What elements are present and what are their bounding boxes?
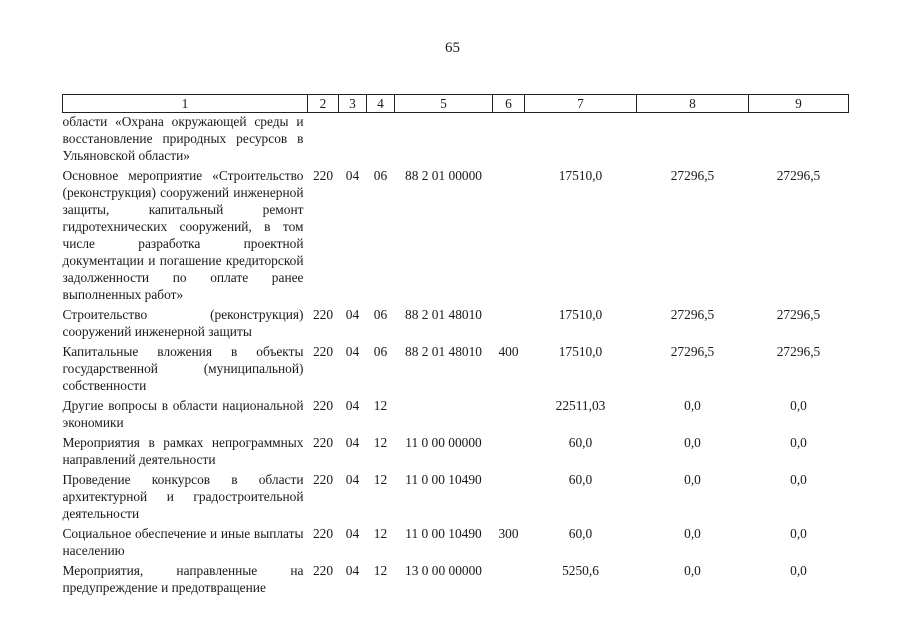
row-subsection-code [367, 113, 395, 168]
row-ministry-code: 220 [312, 344, 334, 359]
row-name: Капитальные вложения в объекты государственной (муниципальной) собственности [62, 344, 304, 393]
row-target-article: 11 0 00 10490 [405, 526, 482, 541]
row-expense-type [493, 471, 525, 525]
row-name: Другие вопросы в области национальной экономики [62, 398, 304, 430]
row-section-code: 04 [345, 526, 360, 541]
row-expense-type [493, 113, 525, 168]
row-amount-8: 0,0 [684, 472, 701, 487]
row-section-code: 04 [345, 563, 360, 578]
row-subsection-code: 12 [373, 435, 388, 450]
row-name: Мероприятия в рамках непрограммных направлений деятельности [62, 435, 304, 467]
row-name: Основное мероприятие «Строительство (реконструкция) сооружений инженерной защиты, капитальный ремонт гидротехнических сооружений, в том числе разработка проектной документации и погашение кредиторской задолженности по оплате ранее выполненных работ» [62, 168, 304, 302]
column-header-6: 6 [493, 95, 525, 113]
row-section-code: 04 [345, 168, 360, 183]
table-row [63, 306, 849, 343]
row-subsection-code: 12 [373, 472, 388, 487]
row-ministry-code: 220 [312, 526, 334, 541]
table-body [63, 113, 849, 597]
row-name: Проведение конкурсов в области архитектурной и градостроительной деятельности [62, 472, 304, 521]
row-section-code: 04 [345, 307, 360, 322]
row-section-code: 04 [345, 472, 360, 487]
row-subsection-code: 06 [373, 168, 388, 183]
row-amount-7: 17510,0 [558, 307, 603, 322]
row-amount-7: 17510,0 [558, 168, 603, 183]
row-amount-9: 27296,5 [776, 344, 821, 359]
row-subsection-code: 06 [373, 344, 388, 359]
row-expense-type [493, 434, 525, 471]
row-ministry-code [308, 113, 339, 168]
row-subsection-code: 12 [373, 398, 388, 413]
row-name: Мероприятия, направленные на предупреждение и предотвращение [62, 563, 304, 595]
row-target-article [395, 113, 493, 168]
row-target-article: 88 2 01 00000 [405, 168, 482, 183]
page-number: 65 [445, 40, 460, 56]
row-name: Социальное обеспечение и иные выплаты населению [62, 526, 304, 558]
row-ministry-code: 220 [312, 168, 334, 183]
row-amount-8: 0,0 [684, 563, 701, 578]
table-header [63, 95, 849, 113]
row-amount-8: 0,0 [684, 526, 701, 541]
row-amount-9: 0,0 [790, 398, 807, 413]
row-section-code: 04 [345, 398, 360, 413]
row-ministry-code: 220 [312, 435, 334, 450]
row-target-article: 13 0 00 00000 [405, 563, 482, 578]
row-amount-8: 27296,5 [670, 307, 715, 322]
table-row [63, 525, 849, 562]
row-ministry-code: 220 [312, 398, 334, 413]
column-header-7: 7 [525, 95, 637, 113]
row-amount-9 [749, 113, 849, 168]
column-header-3: 3 [339, 95, 367, 113]
row-amount-7: 60,0 [568, 472, 593, 487]
row-expense-type [493, 397, 525, 434]
row-amount-8: 27296,5 [670, 168, 715, 183]
row-amount-7 [525, 113, 637, 168]
row-amount-9: 0,0 [790, 472, 807, 487]
row-target-article: 11 0 00 10490 [405, 472, 482, 487]
row-expense-type: 400 [498, 344, 519, 359]
row-section-code: 04 [345, 344, 360, 359]
table-row [63, 167, 849, 306]
row-target-article [395, 397, 493, 434]
table-row [63, 397, 849, 434]
row-target-article: 11 0 00 00000 [405, 435, 482, 450]
column-header-5: 5 [395, 95, 493, 113]
row-expense-type [493, 167, 525, 306]
row-ministry-code: 220 [312, 563, 334, 578]
row-amount-8: 0,0 [684, 435, 701, 450]
row-subsection-code: 12 [373, 563, 388, 578]
table-row [63, 113, 849, 168]
row-amount-9: 0,0 [790, 563, 807, 578]
row-amount-7: 22511,03 [555, 398, 606, 413]
row-section-code: 04 [345, 435, 360, 450]
column-header-8: 8 [637, 95, 749, 113]
table-row [63, 434, 849, 471]
row-section-code [339, 113, 367, 168]
row-target-article: 88 2 01 48010 [405, 307, 482, 322]
row-target-article: 88 2 01 48010 [405, 344, 482, 359]
table-row [63, 471, 849, 525]
row-amount-7: 5250,6 [562, 563, 599, 578]
row-amount-9: 0,0 [790, 526, 807, 541]
row-expense-type [493, 306, 525, 343]
row-subsection-code: 12 [373, 526, 388, 541]
row-amount-9: 27296,5 [776, 307, 821, 322]
column-header-9: 9 [749, 95, 849, 113]
row-expense-type [493, 562, 525, 596]
budget-table [62, 94, 849, 596]
row-expense-type: 300 [498, 526, 519, 541]
row-amount-9: 27296,5 [776, 168, 821, 183]
table-row [63, 562, 849, 596]
row-ministry-code: 220 [312, 307, 334, 322]
row-ministry-code: 220 [312, 472, 334, 487]
row-amount-8: 0,0 [684, 398, 701, 413]
row-name: Строительство (реконструкция) сооружений инженерной защиты [62, 307, 304, 339]
row-amount-9: 0,0 [790, 435, 807, 450]
column-header-1: 1 [63, 95, 308, 113]
column-header-4: 4 [367, 95, 395, 113]
row-amount-8: 27296,5 [670, 344, 715, 359]
header-row [63, 95, 849, 113]
row-amount-7: 60,0 [568, 526, 593, 541]
row-amount-7: 17510,0 [558, 344, 603, 359]
row-name: области «Охрана окружающей среды и восстановление природных ресурсов в Ульяновской области» [62, 114, 304, 163]
row-amount-7: 60,0 [568, 435, 593, 450]
row-amount-8 [637, 113, 749, 168]
row-subsection-code: 06 [373, 307, 388, 322]
column-header-2: 2 [308, 95, 339, 113]
table-row [63, 343, 849, 397]
